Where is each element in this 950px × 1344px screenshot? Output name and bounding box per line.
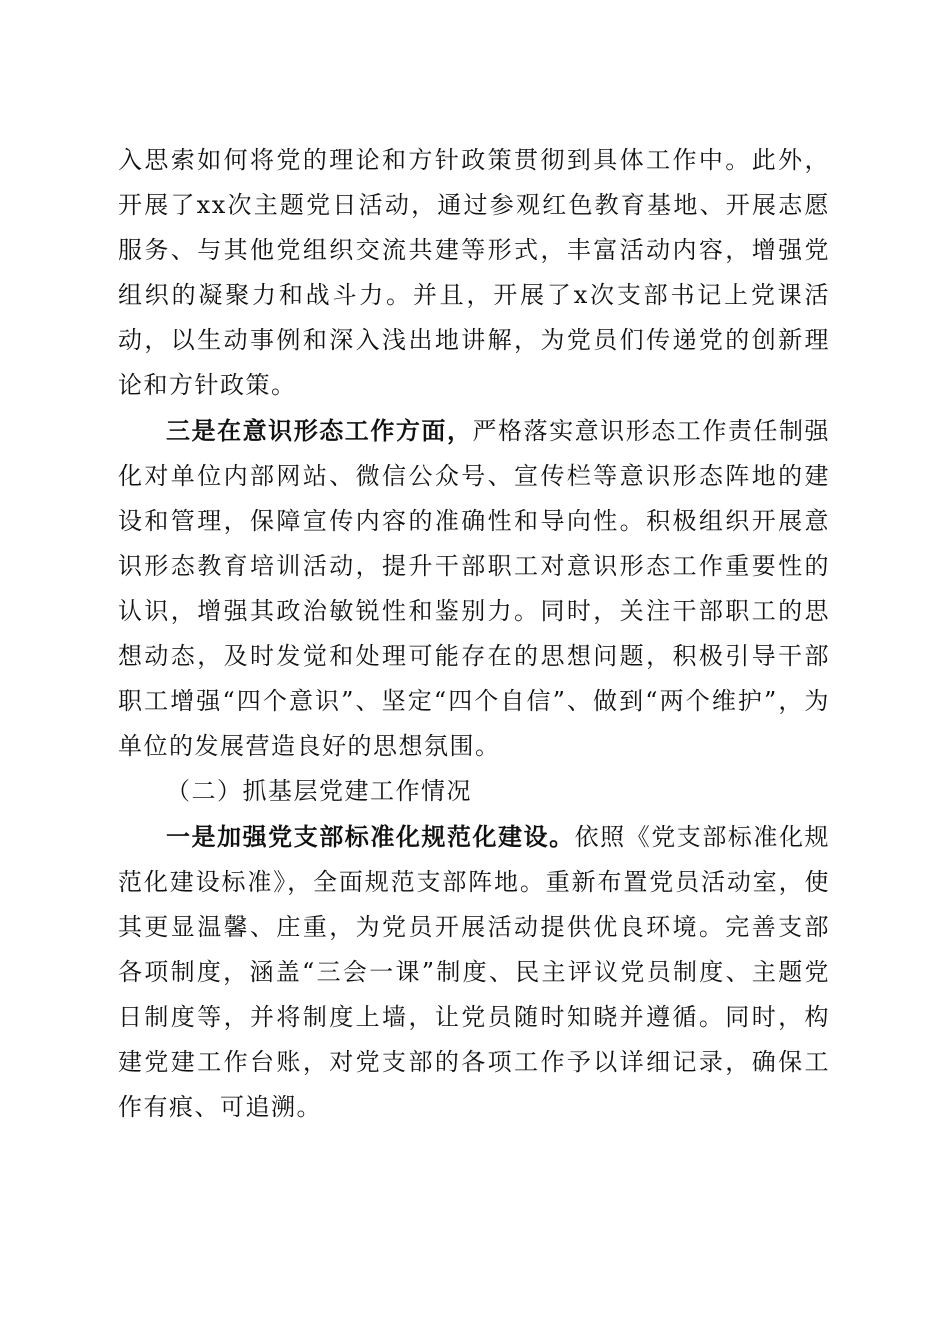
paragraph-branch-standardization	[118, 814, 830, 1130]
document-body	[118, 138, 830, 1130]
paragraph-text: 严格落实意识形态工作责任制强化对单位内部网站、微信公众号、宣传栏等意识形态阵地的建设和管理，保障宣传内容的准确性和导向性。积极组织开展意识形态教育培训活动，提升干部职工对意识形态工作重要性的认识，增强其政治敏锐性和鉴别力。同时，关注干部职工的思想动态，及时发觉和处理可能存在的思想问题，积极引导干部职工增强“四个意识”、坚定“四个自信”、做到“两个维护”，为单位的发展营造良好的思想氛围。	[118, 417, 831, 760]
paragraph-party-activities	[118, 138, 830, 408]
paragraph-ideology-work	[118, 408, 830, 769]
paragraph-lead: 三是在意识形态工作方面，	[166, 416, 473, 445]
paragraph-lead: 一是加强党支部标准化规范化建设。	[166, 822, 575, 851]
paragraph-text: 依照《党支部标准化规范化建设标准》，全面规范支部阵地。重新布置党员活动室，使其更显温馨、庄重，为党员开展活动提供优良环境。完善支部各项制度，涵盖“三会一课”制度、民主评议党员制度、主题党日制度等，并将制度上墙，让党员随时知晓并遵循。同时，构建党建工作台账，对党支部的各项工作予以详细记录，确保工作有痕、可追溯。	[118, 823, 830, 1121]
section-heading: （二）抓基层党建工作情况	[166, 777, 472, 805]
paragraph-text: 入思索如何将党的理论和方针政策贯彻到具体工作中。此外，开展了xx次主题党日活动，通过参观红色教育基地、开展志愿服务、与其他党组织交流共建等形式，丰富活动内容，增强党组织的凝聚力和战斗力。并且，开展了x次支部书记上党课活动，以生动事例和深入浅出地讲解，为党员们传递党的创新理论和方针政策。	[118, 146, 830, 399]
